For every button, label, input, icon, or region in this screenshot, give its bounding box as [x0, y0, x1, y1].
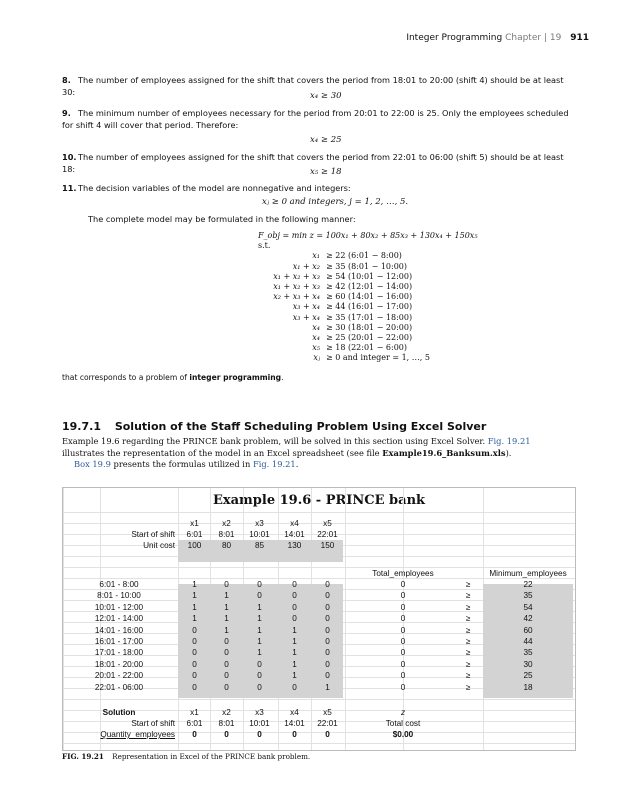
subject-to-label: s.t. [258, 241, 271, 251]
coefficient-cell: 0 [224, 637, 229, 646]
minimum-employees-cell: 54 [523, 602, 533, 612]
constraint-row [258, 282, 478, 292]
inequality-sign: ≥ [465, 659, 471, 669]
solution-label: Solution [102, 708, 136, 717]
solution-var-header: x5 [323, 708, 332, 717]
coefficient-cell: 1 [192, 614, 197, 624]
unit-cost-cell: 150 [320, 541, 335, 550]
figure-link-2[interactable]: Fig. 19.21 [252, 459, 296, 469]
period-label: 18:01 - 20:00 [94, 659, 144, 669]
minimum-employees-cell: 60 [523, 625, 533, 635]
constraint-lhs: x₂ + x₃ + x₄ [273, 292, 320, 302]
total-employees-cell: 0 [400, 671, 406, 681]
constraint-rhs: ≥ 22 (6:01 − 8:00) [326, 251, 402, 261]
minimum-employees-header: Minimum_employees [489, 569, 567, 578]
minimum-employees-cell: 18 [523, 682, 533, 692]
quantity-cell: 0 [257, 730, 262, 739]
item-9: 9. The minimum number of employees necessary for the period from 20:01 to 22:00 is 25. Only the employees scheduled for shift 4 will cover that period. Therefore: [62, 108, 569, 130]
coefficient-cell: 0 [257, 671, 262, 681]
solution-start-time: 22:01 [317, 719, 338, 728]
inequality-sign: ≥ [465, 614, 471, 624]
coefficient-cell: 0 [224, 682, 229, 692]
constraint-lhs: x₄ [312, 332, 320, 342]
equation-item-8: x₄ ≥ 30 [310, 91, 342, 101]
item-10: 10.The number of employees assigned for the shift that covers the period from 22:01 to 06:00 (shift 5) should be at least 18: [62, 152, 564, 174]
quantity-employees-label: Quantity_employees [100, 730, 175, 739]
total-employees-cell: 0 [400, 614, 406, 624]
constraint-lhs: x₁ + x₂ + x₃ [273, 271, 320, 281]
equation-item-9: x₄ ≥ 25 [310, 135, 342, 145]
coefficient-cell: 0 [325, 671, 330, 681]
start-time-cell: 6:01 [186, 530, 203, 539]
minimum-employees-cell: 25 [523, 671, 533, 681]
coefficient-cell: 0 [325, 625, 330, 635]
total-employees-cell: 0 [400, 580, 406, 589]
period-label: 8:01 - 10:00 [97, 591, 141, 601]
item-11: 11.The decision variables of the model are nonnegative and integers: [62, 183, 351, 193]
coefficient-cell: 1 [257, 614, 262, 624]
inequality-sign: ≥ [465, 625, 471, 635]
coefficient-cell: 1 [192, 591, 197, 601]
constraint-rhs: ≥ 18 (22:01 − 6:00) [326, 343, 408, 353]
constraint-lhs: x₁ [312, 251, 320, 261]
total-cost-value: $0.00 [392, 730, 414, 739]
coefficient-cell: 0 [292, 614, 297, 624]
solution-var-header: x1 [190, 708, 199, 717]
coefficient-cell: 0 [224, 648, 229, 658]
start-time-cell: 14:01 [284, 530, 305, 539]
unit-cost-cell: 100 [187, 541, 202, 550]
total-employees-cell: 0 [400, 591, 406, 601]
coefficient-cell: 0 [292, 682, 297, 692]
quantity-cell: 0 [192, 730, 197, 739]
total-employees-cell: 0 [400, 659, 406, 669]
coefficient-cell: 0 [325, 659, 330, 669]
constraint-rhs: ≥ 44 (16:01 − 17:00) [326, 302, 413, 312]
constraint-rhs: ≥ 35 (8:01 − 10:00) [326, 261, 408, 271]
solution-start-time: 8:01 [218, 719, 235, 728]
var-header: x1 [190, 519, 199, 528]
coefficient-cell: 0 [325, 648, 330, 658]
quantity-cell: 0 [224, 730, 229, 739]
model-formulation [258, 231, 478, 363]
section-heading [62, 420, 486, 433]
quantity-cell: 0 [292, 730, 297, 739]
inequality-sign: ≥ [465, 671, 471, 681]
inequality-sign: ≥ [465, 682, 471, 692]
constraint-lhs: x₃ + x₄ [292, 302, 320, 312]
total-employees-cell: 0 [400, 648, 406, 658]
unit-cost-cell: 80 [221, 541, 232, 550]
coefficient-cell: 0 [257, 580, 262, 589]
item-8: 8. The number of employees assigned for the shift that covers the period from 18:01 to 20:00 (shift 4) should be at least 30: [62, 75, 564, 97]
coefficient-cell: 1 [192, 602, 197, 612]
book-section-title: Integer Programming [406, 33, 503, 43]
solution-start-time: 6:01 [186, 719, 203, 728]
constraint-lhs: x₁ + x₂ + x₃ [273, 281, 320, 291]
coefficient-cell: 1 [292, 648, 297, 658]
coefficient-cell: 1 [325, 682, 330, 692]
total-employees-cell: 0 [400, 625, 406, 635]
coefficient-cell: 1 [224, 614, 229, 624]
constraint-row [258, 292, 478, 302]
constraint-rhs: ≥ 0 and integer = 1, …, 5 [326, 353, 430, 363]
solution-var-header: x2 [222, 708, 231, 717]
coefficient-cell: 0 [292, 580, 297, 589]
sheet-title: Example 19.6 - PRINCE bank [212, 493, 426, 508]
constraint-row [258, 343, 478, 353]
minimum-employees-cell: 22 [523, 580, 533, 589]
coefficient-cell: 1 [292, 637, 297, 646]
period-label: 16:01 - 17:00 [94, 637, 144, 646]
coefficient-cell: 1 [292, 625, 297, 635]
complete-model-intro: The complete model may be formulated in the following manner: [88, 214, 356, 224]
total-employees-cell: 0 [400, 682, 406, 692]
solution-start-label: Start of shift [131, 719, 175, 728]
period-label: 20:01 - 22:00 [94, 671, 144, 681]
minimum-employees-cell: 35 [523, 648, 533, 658]
period-label: 17:01 - 18:00 [94, 648, 144, 658]
period-label: 10:01 - 12:00 [94, 602, 144, 612]
constraint-rhs: ≥ 54 (10:01 − 12:00) [326, 271, 413, 281]
excel-spreadsheet [62, 487, 576, 751]
coefficient-cell: 1 [224, 602, 229, 612]
constraint-row [258, 333, 478, 343]
var-header: x3 [255, 519, 264, 528]
coefficient-cell: 1 [224, 625, 229, 635]
running-header: Integer Programming Chapter | 19 911 [406, 33, 589, 43]
coefficient-cell: 0 [292, 591, 297, 601]
figure-link[interactable]: Fig. 19.21 [487, 436, 531, 446]
chapter-number: 19 [549, 33, 562, 43]
coefficient-cell: 1 [292, 659, 297, 669]
figure-label: FIG. 19.21 [62, 752, 104, 761]
inequality-sign: ≥ [465, 648, 471, 658]
closing-sentence: that corresponds to a problem of integer programming. [62, 373, 284, 382]
inequality-sign: ≥ [465, 637, 471, 646]
inequality-sign: ≥ [465, 591, 471, 601]
solution-start-time: 10:01 [249, 719, 270, 728]
quantity-cell: 0 [325, 730, 330, 739]
coefficient-cell: 0 [192, 659, 197, 669]
total-employees-cell: 0 [400, 637, 406, 646]
constraint-row [258, 302, 478, 312]
total-employees-cell: 0 [400, 602, 406, 612]
constraint-rhs: ≥ 30 (18:01 − 20:00) [326, 322, 413, 332]
solution-var-header: x3 [255, 708, 264, 717]
period-label: 14:01 - 16:00 [94, 625, 144, 635]
coefficient-cell: 0 [325, 614, 330, 624]
inequality-sign: ≥ [465, 580, 471, 589]
unit-cost-cell: 85 [254, 541, 265, 550]
coefficient-cell: 0 [257, 591, 262, 601]
constraint-lhs: xⱼ [313, 353, 320, 363]
equation-item-11: xⱼ ≥ 0 and integers, j = 1, 2, …, 5. [262, 197, 409, 207]
coefficient-cell: 0 [325, 591, 330, 601]
z-label: z [400, 708, 406, 717]
coefficient-cell: 0 [224, 659, 229, 669]
page-number: 911 [570, 33, 589, 43]
constraint-lhs: x₄ [312, 322, 320, 332]
solution-start-time: 14:01 [284, 719, 305, 728]
constraint-row [258, 323, 478, 333]
constraint-row [258, 313, 478, 323]
body-paragraph: Example 19.6 regarding the PRINCE bank problem, will be solved in this section using Excel Solver. Fig. 19.21 illustrates the representation of the model in an Excel spreadsheet (see file Example19.6_Banksum.xls). Box 19.9 presents the formulas utilized in Fig. 19.21. [62, 436, 531, 469]
objective-function: F_obj = min z = 100x₁ + 80x₂ + 85x₃ + 130x₄ + 150x₅ [258, 231, 478, 240]
coefficient-cell: 1 [257, 625, 262, 635]
figure-caption [62, 752, 310, 761]
solution-var-header: x4 [290, 708, 299, 717]
constraint-lhs: x₁ + x₂ [292, 261, 320, 271]
unit-cost-cell: 130 [287, 541, 302, 550]
section-number: 19.7.1 [62, 420, 101, 433]
coefficient-cell: 0 [224, 580, 229, 589]
minimum-employees-cell: 44 [523, 637, 533, 646]
constraint-rhs: ≥ 25 (20:01 − 22:00) [326, 332, 413, 342]
coefficient-cell: 1 [224, 591, 229, 601]
period-label: 12:01 - 14:00 [94, 614, 144, 624]
total-employees-header: Total_employees [372, 569, 434, 578]
period-label: 6:01 - 8:00 [99, 580, 139, 589]
coefficient-cell: 0 [192, 671, 197, 681]
var-header: x4 [290, 519, 299, 528]
constraint-lhs: x₅ [312, 343, 320, 353]
constraint-rhs: ≥ 60 (14:01 − 16:00) [326, 292, 413, 302]
coefficient-cell: 0 [292, 602, 297, 612]
var-header: x2 [222, 519, 231, 528]
coefficient-cell: 1 [292, 671, 297, 681]
box-link[interactable]: Box 19.9 [74, 459, 111, 469]
coefficient-cell: 0 [325, 602, 330, 612]
constraint-row [258, 272, 478, 282]
total-cost-label: Total cost [385, 719, 421, 728]
coefficient-cell: 0 [192, 682, 197, 692]
constraint-row [258, 262, 478, 272]
start-time-cell: 22:01 [317, 530, 338, 539]
coefficient-cell: 0 [325, 637, 330, 646]
constraint-lhs: x₃ + x₄ [292, 312, 320, 322]
constraint-row [258, 251, 478, 261]
constraint-rhs: ≥ 35 (17:01 − 18:00) [326, 312, 413, 322]
start-of-shift-label: Start of shift [131, 530, 175, 539]
var-header: x5 [323, 519, 332, 528]
coefficient-cell: 0 [325, 580, 330, 589]
period-label: 22:01 - 06:00 [94, 682, 144, 692]
unit-cost-label: Unit cost [143, 541, 175, 550]
coefficient-cell: 0 [224, 671, 229, 681]
section-title: Solution of the Staff Scheduling Problem Using Excel Solver [114, 420, 487, 433]
coefficient-cell: 0 [192, 648, 197, 658]
constraint-rhs: ≥ 42 (12:01 − 14:00) [326, 281, 413, 291]
inequality-sign: ≥ [465, 602, 471, 612]
coefficient-cell: 0 [257, 659, 262, 669]
coefficient-cell: 1 [257, 637, 262, 646]
minimum-employees-cell: 35 [523, 591, 533, 601]
coefficient-cell: 1 [192, 580, 197, 589]
coefficient-cell: 0 [192, 637, 197, 646]
equation-item-10: x₅ ≥ 18 [310, 167, 342, 177]
constraint-list [258, 251, 478, 363]
start-time-cell: 10:01 [249, 530, 270, 539]
minimum-employees-cell: 42 [523, 614, 533, 624]
coefficient-cell: 1 [257, 648, 262, 658]
minimum-employees-cell: 30 [523, 659, 533, 669]
constraint-row [258, 353, 478, 363]
coefficient-cell: 0 [192, 625, 197, 635]
start-time-cell: 8:01 [218, 530, 235, 539]
chapter-label: Chapter [505, 33, 542, 43]
coefficient-cell: 1 [257, 602, 262, 612]
coefficient-cell: 0 [257, 682, 262, 692]
caption-text: Representation in Excel of the PRINCE bank problem. [112, 752, 311, 761]
